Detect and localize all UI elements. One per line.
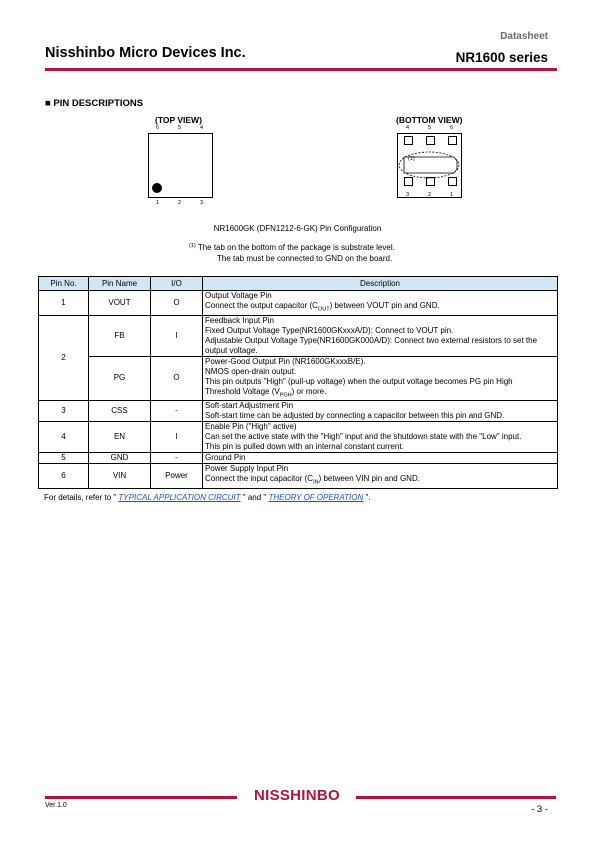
desc-line: Ground Pin (205, 453, 246, 463)
table-row (39, 356, 558, 401)
pin-description (203, 401, 558, 422)
desc-text: Connect the output capacitor (C (205, 301, 318, 310)
desc-line (205, 474, 555, 488)
table-row (39, 464, 558, 489)
desc-subscript: IN (313, 479, 319, 486)
bottom-pin-6: 6 (450, 125, 454, 131)
pin-description (203, 291, 558, 316)
desc-line: Enable Pin ("High" active) (205, 422, 297, 432)
bottom-pin-5: 5 (428, 125, 432, 131)
bottom-view-label: (BOTTOM VIEW) (396, 115, 463, 125)
pin-io: I (151, 422, 203, 453)
desc-line: Power Supply Input Pin (205, 464, 289, 474)
top-pin-2: 2 (178, 200, 182, 206)
desc-line: Power-Good Output Pin (NR1600GKxxxB/E). (205, 356, 366, 366)
desc-line: Can set the active state with the "High" input and the shutdown state with the "Low" input. (205, 432, 522, 442)
page-number: - 3 - (531, 804, 548, 815)
pin-io: - (151, 453, 203, 464)
section-title: ■ PIN DESCRIPTIONS (45, 98, 144, 109)
bottom-pin-2: 2 (428, 192, 432, 198)
desc-line (205, 387, 555, 401)
bottom-pin-3: 3 (406, 192, 410, 198)
table-row (39, 401, 558, 422)
pin1-marker (152, 183, 162, 193)
desc-line: Feedback Input Pin (205, 315, 274, 325)
desc-text: Threshold Voltage (V (205, 386, 280, 396)
desc-subscript: PGH (279, 392, 292, 399)
note-text-1: The tab on the bottom of the package is substrate level. (195, 243, 395, 252)
header-io: I/O (151, 277, 203, 291)
product-series: NR1600 series (455, 50, 548, 65)
pin-no: 2 (39, 315, 89, 401)
company-name: Nisshinbo Micro Devices Inc. (45, 45, 246, 61)
tab-label: (1) (408, 156, 415, 162)
pin-no: 1 (39, 291, 89, 316)
pin-name: FB (89, 315, 151, 356)
pin-description-table (38, 276, 558, 489)
desc-line (205, 301, 555, 315)
bottom-pin-4: 4 (406, 125, 410, 131)
figure-caption: NR1600GK (DFN1212-6-GK) Pin Configuration (213, 224, 382, 233)
bottom-pin-1: 1 (450, 192, 454, 198)
pin-name: GND (89, 453, 151, 464)
table-header-row (39, 277, 558, 291)
footnote-text: ". (363, 493, 371, 502)
desc-line: Soft-start Adjustment Pin (205, 401, 294, 411)
pin-name: CSS (89, 401, 151, 422)
pin-io: Power (151, 464, 203, 489)
top-view-label: (TOP VIEW) (155, 115, 202, 125)
pin-description (203, 422, 558, 453)
top-pin-3: 3 (200, 200, 204, 206)
pin-no: 4 (39, 422, 89, 453)
top-pin-1: 1 (156, 200, 160, 206)
pin-no: 3 (39, 401, 89, 422)
table-row (39, 291, 558, 316)
pin-name: VOUT (89, 291, 151, 316)
desc-text: ) between VIN pin and GND. (318, 474, 420, 484)
figure-note-line2: The tab must be connected to GND on the board. (217, 254, 393, 263)
desc-subscript: OUT (317, 306, 330, 313)
link-typical-application-circuit[interactable]: TYPICAL APPLICATION CIRCUIT (118, 493, 241, 502)
header-rule (45, 68, 557, 71)
pin-name: PG (89, 356, 151, 401)
desc-line: This pin outputs "High" (pull-up voltage) when the output voltage becomes PG pin High (205, 376, 513, 386)
footnote-text: For details, refer to " (44, 493, 119, 502)
desc-line: Adjustable Output Voltage Type(NR1600GK000A/D): Connect two external resistors to set the output voltage. (205, 335, 538, 355)
note-marker: (1) (189, 243, 196, 249)
desc-line: Output Voltage Pin (205, 291, 272, 300)
header-description: Description (203, 277, 558, 291)
desc-line: NMOS open-drain output. (205, 366, 297, 376)
desc-line: Soft-start time can be adjusted by connecting a capacitor between this pin and GND. (205, 411, 505, 421)
pin-name: VIN (89, 464, 151, 489)
table-row (39, 453, 558, 464)
desc-text: ) or more. (291, 386, 327, 396)
pin-io: I (151, 315, 203, 356)
pin-no: 5 (39, 453, 89, 464)
link-theory-of-operation[interactable]: THEORY OF OPERATION (268, 493, 364, 502)
footer-rule-right (356, 796, 556, 799)
pin-io: - (151, 401, 203, 422)
pin-description (203, 315, 558, 356)
figure-note-line1 (189, 243, 395, 252)
pin-description (203, 464, 558, 489)
desc-line: This pin is pulled down with an internal constant current. (205, 442, 404, 452)
pin-no: 6 (39, 464, 89, 489)
top-pin-6: 6 (156, 125, 160, 131)
exposed-tab-outline (397, 133, 462, 198)
nisshinbo-logo: NISSHINBO (253, 787, 341, 804)
header-pin-name: Pin Name (89, 277, 151, 291)
pin-name: EN (89, 422, 151, 453)
header-pin-no: Pin No. (39, 277, 89, 291)
table-row (39, 422, 558, 453)
details-footnote (44, 493, 371, 502)
desc-text: Connect the input capacitor (C (205, 474, 314, 484)
footnote-text: " and " (240, 493, 269, 502)
desc-text: ) between VOUT pin and GND. (329, 301, 440, 310)
desc-line: Fixed Output Voltage Type(NR1600GKxxxA/D): Connect to VOUT pin. (205, 325, 454, 335)
pin-description (203, 356, 558, 401)
pin-description (203, 453, 558, 464)
top-pin-5: 5 (178, 125, 182, 131)
pin-io: O (151, 291, 203, 316)
table-row (39, 315, 558, 356)
footer-rule-left (45, 796, 237, 799)
version-label: Ver.1.0 (45, 802, 67, 809)
top-pin-4: 4 (200, 125, 204, 131)
pin-io: O (151, 356, 203, 401)
doc-type-label: Datasheet (500, 31, 548, 42)
